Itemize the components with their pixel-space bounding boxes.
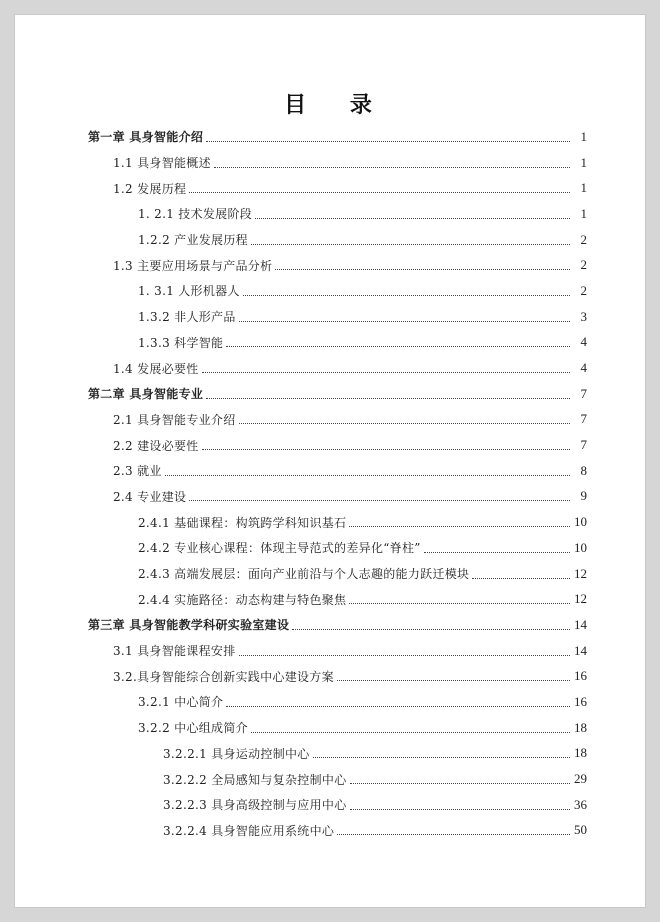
toc-entry[interactable] bbox=[0, 407, 660, 433]
dot-leader bbox=[337, 679, 570, 681]
toc-page-number: 2 bbox=[580, 257, 587, 273]
toc-page-number: 36 bbox=[574, 796, 587, 812]
toc-entry[interactable] bbox=[0, 175, 660, 201]
dot-leader bbox=[189, 191, 570, 193]
toc-page-number: 8 bbox=[580, 462, 587, 478]
toc-entry[interactable] bbox=[0, 561, 660, 587]
table-of-contents bbox=[0, 124, 660, 843]
dot-leader bbox=[239, 422, 571, 424]
toc-entry[interactable] bbox=[0, 586, 660, 612]
toc-entry[interactable] bbox=[0, 150, 660, 176]
toc-entry[interactable] bbox=[0, 381, 660, 407]
toc-entry[interactable] bbox=[0, 689, 660, 715]
toc-entry[interactable] bbox=[0, 252, 660, 278]
dot-leader bbox=[165, 474, 570, 476]
toc-entry-title: 第二章 具身智能专业 bbox=[88, 387, 204, 402]
toc-entry[interactable] bbox=[0, 484, 660, 510]
toc-entry-title: 1. 3.1 人形机器人 bbox=[138, 284, 240, 299]
toc-entry-title: 3.2.2.1 具身运动控制中心 bbox=[163, 746, 310, 761]
toc-entry[interactable] bbox=[0, 535, 660, 561]
dot-leader bbox=[251, 731, 570, 733]
toc-entry[interactable] bbox=[0, 278, 660, 304]
toc-page-number: 1 bbox=[580, 128, 587, 144]
toc-page-number: 16 bbox=[574, 668, 587, 684]
toc-entry-title: 1.1 具身智能概述 bbox=[113, 156, 211, 171]
toc-entry-title: 2.2 建设必要性 bbox=[113, 438, 199, 453]
dot-leader bbox=[472, 577, 570, 579]
toc-page-number: 4 bbox=[580, 334, 587, 350]
toc-entry[interactable] bbox=[0, 509, 660, 535]
toc-entry[interactable] bbox=[0, 715, 660, 741]
toc-page-number: 3 bbox=[580, 308, 587, 324]
toc-page-number: 7 bbox=[580, 411, 587, 427]
dot-leader bbox=[313, 756, 570, 758]
toc-entry-title: 1.3.2 非人形产品 bbox=[138, 310, 236, 325]
toc-entry-title: 3.2.2.3 具身高级控制与应用中心 bbox=[163, 798, 347, 813]
toc-entry-title: 1.3.3 科学智能 bbox=[138, 335, 224, 350]
dot-leader bbox=[275, 268, 570, 270]
dot-leader bbox=[350, 808, 571, 810]
dot-leader bbox=[206, 140, 570, 142]
toc-entry-title: 2.3 就业 bbox=[113, 464, 162, 479]
dot-leader bbox=[226, 705, 570, 707]
toc-entry[interactable] bbox=[0, 638, 660, 664]
toc-page-number: 10 bbox=[574, 539, 587, 555]
toc-page-number: 18 bbox=[574, 719, 587, 735]
toc-entry[interactable] bbox=[0, 330, 660, 356]
toc-entry[interactable] bbox=[0, 792, 660, 818]
toc-entry[interactable] bbox=[0, 663, 660, 689]
toc-page-number: 18 bbox=[574, 745, 587, 761]
toc-entry[interactable] bbox=[0, 227, 660, 253]
toc-page-number: 1 bbox=[580, 154, 587, 170]
toc-entry[interactable] bbox=[0, 766, 660, 792]
toc-entry[interactable] bbox=[0, 304, 660, 330]
toc-entry-title: 3.2.1 中心简介 bbox=[138, 695, 224, 710]
dot-leader bbox=[226, 345, 570, 347]
toc-entry[interactable] bbox=[0, 432, 660, 458]
toc-entry-title: 2.4.3 高端发展层：面向产业前沿与个人志趣的能力跃迁模块 bbox=[138, 567, 470, 582]
toc-page-number: 12 bbox=[574, 565, 587, 581]
toc-entry-title: 1.2 发展历程 bbox=[113, 181, 187, 196]
toc-page-number: 29 bbox=[574, 771, 587, 787]
dot-leader bbox=[350, 782, 571, 784]
dot-leader bbox=[349, 525, 570, 527]
toc-page-number: 10 bbox=[574, 514, 587, 530]
dot-leader bbox=[424, 551, 570, 553]
toc-title: 目 录 bbox=[284, 92, 390, 118]
dot-leader bbox=[292, 628, 570, 630]
toc-entry[interactable] bbox=[0, 458, 660, 484]
dot-leader bbox=[239, 654, 571, 656]
dot-leader bbox=[239, 320, 570, 322]
toc-page-number: 12 bbox=[574, 591, 587, 607]
toc-page-number: 1 bbox=[580, 205, 587, 221]
dot-leader bbox=[349, 602, 570, 604]
toc-entry-title: 1.4 发展必要性 bbox=[113, 361, 199, 376]
toc-entry[interactable] bbox=[0, 124, 660, 150]
toc-entry[interactable] bbox=[0, 355, 660, 381]
dot-leader bbox=[337, 833, 570, 835]
toc-page-number: 50 bbox=[574, 822, 587, 838]
dot-leader bbox=[255, 217, 570, 219]
toc-page-number: 16 bbox=[574, 693, 587, 709]
toc-page-number: 9 bbox=[580, 488, 587, 504]
toc-entry-title: 3.1 具身智能课程安排 bbox=[113, 644, 236, 659]
dot-leader bbox=[206, 397, 570, 399]
toc-entry-title: 1.2.2 产业发展历程 bbox=[138, 233, 248, 248]
toc-page-number: 7 bbox=[580, 385, 587, 401]
dot-leader bbox=[202, 371, 570, 373]
toc-entry-title: 第一章 具身智能介绍 bbox=[88, 130, 204, 145]
toc-entry-title: 2.4.1 基础课程：构筑跨学科知识基石 bbox=[138, 515, 347, 530]
dot-leader bbox=[251, 243, 570, 245]
dot-leader bbox=[243, 294, 570, 296]
toc-entry-title: 2.4 专业建设 bbox=[113, 489, 187, 504]
toc-entry-title: 2.4.2 专业核心课程：体现主导范式的差异化“脊柱” bbox=[138, 541, 421, 556]
toc-page-number: 4 bbox=[580, 360, 587, 376]
toc-entry-title: 3.2.2.2 全局感知与复杂控制中心 bbox=[163, 772, 347, 787]
toc-entry-title: 1. 2.1 技术发展阶段 bbox=[138, 207, 253, 222]
toc-entry[interactable] bbox=[0, 818, 660, 844]
toc-entry-title: 1.3 主要应用场景与产品分析 bbox=[113, 258, 273, 273]
toc-entry-title: 2.4.4 实施路径：动态构建与特色聚焦 bbox=[138, 592, 347, 607]
toc-entry-title: 2.1 具身智能专业介绍 bbox=[113, 412, 236, 427]
dot-leader bbox=[202, 448, 570, 450]
toc-entry[interactable] bbox=[0, 741, 660, 767]
toc-entry-title: 3.2.具身智能综合创新实践中心建设方案 bbox=[113, 669, 334, 684]
toc-page-number: 7 bbox=[580, 437, 587, 453]
toc-page-number: 2 bbox=[580, 282, 587, 298]
toc-page-number: 14 bbox=[574, 642, 587, 658]
toc-entry[interactable] bbox=[0, 612, 660, 638]
toc-entry-title: 3.2.2 中心组成简介 bbox=[138, 721, 248, 736]
toc-entry-title: 3.2.2.4 具身智能应用系统中心 bbox=[163, 823, 335, 838]
toc-entry-title: 第三章 具身智能教学科研实验室建设 bbox=[88, 618, 290, 633]
dot-leader bbox=[189, 499, 570, 501]
toc-page-number: 14 bbox=[574, 616, 587, 632]
toc-page-number: 1 bbox=[580, 180, 587, 196]
toc-page-number: 2 bbox=[580, 231, 587, 247]
toc-entry[interactable] bbox=[0, 201, 660, 227]
dot-leader bbox=[214, 166, 570, 168]
